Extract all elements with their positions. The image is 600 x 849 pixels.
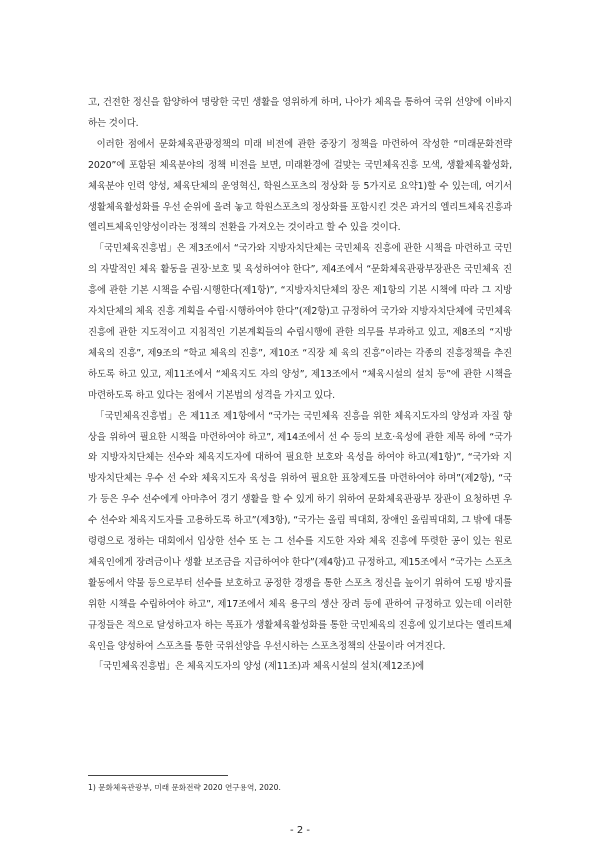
footnote-divider bbox=[88, 775, 228, 776]
paragraph-2: 이러한 점에서 문화체육관광정책의 미래 비전에 관한 중장기 정책을 마련하여 작성한 “미래문화전략2020”에 포함된 체육분야의 정책 비전을 보면, 미래환경에 걸맞는 국민체육진흥 모색, 생활체육활성화, 체육분야 인력 양성, 체육단체의 운영혁신, 학원스포츠의 정상화 등 5가지로 요약1)할 수 있는데, 여기서 생활체육활성화를 우선 순위에 올려 놓고 학원스포츠의 정상화를 포함시킨 것은 과거의 엘리트체육진흥과 엘리트체육인양성이라는 정책의 전환을 가져오는 것이라고 할 수 있을 것이다. bbox=[88, 138, 512, 234]
paragraph-4: 「국민체육진흥법」은 제11조 제1항에서 “국가는 국민체육 진흥을 위한 체육지도자의 양성과 자질 향상을 위하여 필요한 시책을 마련하여야 하고”, 제14조에서 선 수 등의 보호·육성에 관한 제목 하에 “국가와 지방자치단체는 선수와 체육지도자에 대하여 필요한 보호와 육성을 하여야 하고(제1항)”, “국가와 지방자치단체는 우수 선 수와 체육지도자 육성을 위하여 필요한 표창제도를 마련하여야 하며”(제2항), “국가 등은 우수 선수에게 아마추어 경기 생활을 할 수 있게 하기 위하여 문화체육관광부 장관이 요청하면 우수 선수와 체육지도자를 고용하도록 하고”(제3항), “국가는 올림 픽대회, 장애인 올림픽대회, 그 밖에 대통령령으로 정하는 대회에서 입상한 선수 또 는 그 선수를 지도한 자와 체육 진흥에 뚜렷한 공이 있는 원로 체육인에게 장려금이나 생활 보조금을 지급하여야 한다”(제4항)고 규정하고, 제15조에서 “국가는 스포츠 활동에서 약물 등으로부터 선수를 보호하고 공정한 경쟁을 통한 스포츠 정신을 높이기 위하여 도핑 방지를 위한 시책을 수립하여야 하고”, 제17조에서 체육 용구의 생산 장려 등에 관하여 규정하고 있는데 이러한 규정들은 적으로 달성하고자 하는 목표가 생활체육활성화를 통한 국민체육의 진흥에 있기보다는 엘리트체육인을 양성하여 스포츠를 통한 국위선양을 우선시하는 스포츠정책의 산물이라 여겨진다. bbox=[88, 410, 512, 652]
footnote: 1) 문화체육관광부, 미래 문화전략 2020 연구용역, 2020. bbox=[88, 783, 281, 792]
paragraph-3: 「국민체육진흥법」은 제3조에서 “국가와 지방자치단체는 국민체육 진흥에 관한 시책을 마련하고 국민의 자발적인 체육 활동을 권장·보호 및 육성하여야 한다”, 제4조에서 “문화체육관광부장관은 국민체육 진흥에 관한 기본 시책을 수립·시행한다(제1항)”, “지방자치단체의 장은 제1항의 기본 시책에 따라 그 지방자치단체의 체육 진흥 계획을 수립·시행하여야 한다”(제2항)고 규정하여 국가와 지방자치단체에 국민체육진흥에 관한 지도적이고 지침적인 기본계획들의 수립시행에 관한 의무를 부과하고 있고, 제8조의 “지방 체육의 진흥”, 제9조의 “학교 체육의 진흥”, 제10조 “직장 체 육의 진흥”이라는 각종의 진흥정책을 추진하도록 하고 있고, 제11조에서 “체육지도 자의 양성”, 제13조에서 “체육시설의 설치 등”에 관한 시책을 마련하도록 하고 있다는 점에서 기본법의 성격을 가지고 있다. bbox=[88, 243, 512, 401]
paragraph-1: 고, 건전한 정신을 함양하여 명랑한 국민 생활을 영위하게 하며, 나아가 체육을 통하여 국위 선양에 이바지하는 것이다. bbox=[88, 97, 512, 129]
page-number: - 2 - bbox=[290, 825, 310, 836]
body-text bbox=[88, 93, 512, 678]
paragraph-5: 「국민체육진흥법」은 체육지도자의 양성 (제11조)과 체육시설의 설치(제12조)에 bbox=[88, 661, 425, 673]
